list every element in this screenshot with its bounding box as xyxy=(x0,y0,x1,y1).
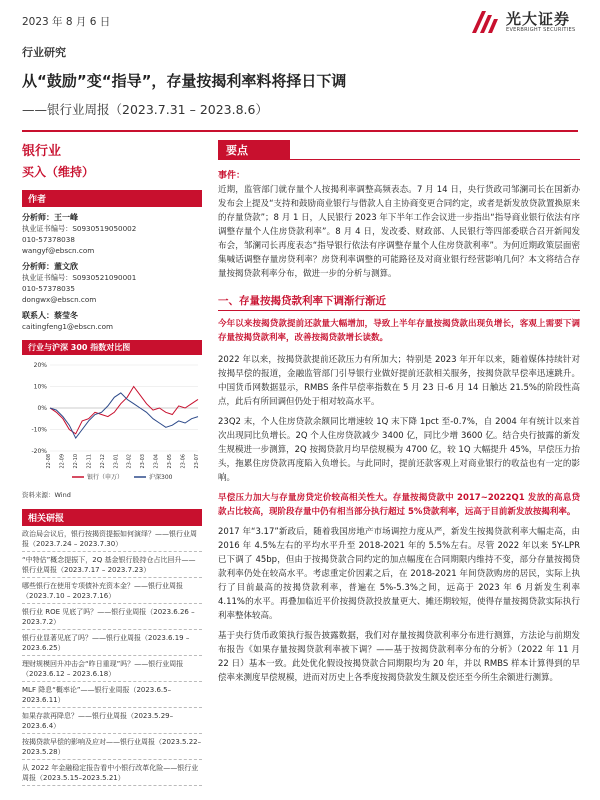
body-paragraph: 基于央行货币政策执行报告披露数据，我们对存量按揭贷款利率分布进行测算，方法论与前期发布报告《如果存量按揭贷款利率被下调？——基于按揭贷款利率分布的分析》（2022 年 11 月 22 日）基本一致。此处优化假设按揭贷款合同期限均为 20 年，并以 RMBS 样本计算得到的早偿率来测度早偿规模，进而对历史上各季度按揭贷款发生额及偿还至今所生余额进行测算。 xyxy=(218,631,580,683)
series-line xyxy=(50,393,198,438)
left-sidebar xyxy=(22,140,202,786)
related-reports-list xyxy=(22,526,202,786)
related-report-link[interactable]: 哪些银行在使用专项债补充资本金？——银行业周报（2023.7.10 – 2023.7.16） xyxy=(22,578,202,604)
highlight-paragraph: 今年以来按揭贷款提前还款量大幅增加，导致上半年存量按揭贷款出现负增长，客观上需要下调存量按揭贷款利率，改善按揭贷款增长读数。 xyxy=(218,319,580,343)
body-paragraph: 2017 年“3.17”新政后，随着我国房地产市场调控力度从严，新发生按揭贷款利率大幅走高，由 2016 年 4.5%左右的平均水平升至 2018-2021 年的 5.5%左右。尽管 2022 年以来 5Y-LPR 已下调了 45bp，但由于按揭贷款合同约定的加点幅度在合同期限内维持不变，部分存量按揭贷款利率仍处在较高水平。考虑重定价因素之后，在 2018-2021 年间贷款购房的居民，实际上执行了目前最高的按揭贷款利率，普遍在 5%-5.3%之间，远高于 2023 年 6 月新发生利率 4.11%的水平。再叠加临近平价按揭贷款投放量更大、摊还期较短，使得存量按揭贷款实际执行利率整体较高。 xyxy=(218,527,580,621)
y-tick-label: 10% xyxy=(33,383,47,391)
analyst-line: 执业证书编号：S0930521090001 xyxy=(22,273,137,282)
y-tick-label: 20% xyxy=(33,362,47,369)
y-tick-label: -10% xyxy=(31,426,47,434)
x-tick-label: 22-08 xyxy=(46,454,52,469)
analyst-block xyxy=(22,261,202,305)
section-title: 一、存量按揭贷款利率下调渐行渐近 xyxy=(218,295,386,307)
key-points-heading: 要点 xyxy=(218,140,290,160)
related-report-link[interactable]: 理财规模回升冲击会“昨日重现”吗？——银行业周报（2023.6.12 – 2023.6.18） xyxy=(22,656,202,682)
brand-name: 光大证券 xyxy=(506,10,571,28)
analyst-email[interactable]: wangyf@ebscn.com xyxy=(22,246,95,255)
y-tick-label: -20% xyxy=(31,448,47,455)
index-comparison-chart xyxy=(22,359,202,484)
event-paragraph: 近期，监管部门就存量个人按揭利率调整高频表态。7 月 14 日，央行货政司邹澜司长在国新办发布会上提及“支持和鼓励商业银行与借款人自主协商变更合同约定，或者是新发放贷款置换原来的存量贷款”；8 月 1 日，人民银行 2023 年下半年工作会议进一步指出“指导商业银行依法有序调整存量个人住房贷款利率”。8 月 4 日，发改委、财政部、人民银行等四部委联合召开新闻发布会，邹澜司长再度表态“指导银行依法有序调整存量个人住房贷款利率”。为何近期政策层面密集喊话调整存量房贷利率？房贷利率调整的可能路径及对商业银行经营影响几何？本文将结合存量按揭贷款利率分布，做进一步的分析与测算。 xyxy=(218,185,580,279)
related-heading: 相关研报 xyxy=(22,509,202,526)
report-category: 行业研究 xyxy=(22,46,66,59)
report-subtitle: ——银行业周报（2023.7.31 – 2023.8.6） xyxy=(22,102,268,117)
analyst-block xyxy=(22,212,202,256)
related-report-link[interactable]: 银行业 ROE 见底了吗？——银行业周报（2023.6.26 – 2023.7.2） xyxy=(22,604,202,630)
x-tick-label: 22-10 xyxy=(72,454,79,469)
industry-label: 银行业 xyxy=(22,144,62,159)
analyst-email[interactable]: dongwx@ebscn.com xyxy=(22,295,97,304)
section-divider xyxy=(218,310,580,311)
series-line xyxy=(50,387,198,434)
brand-logo xyxy=(468,6,578,38)
highlight-paragraph: 早偿压力加大与存量房贷定价较高相关性大。存量按揭贷款中 2017~2022Q1 发放的高息贷款占比较高，现阶段存量中仍有相当部分执行超过 5%贷款利率，远高于目前新发放按揭利率。 xyxy=(218,493,580,517)
chart-heading: 行业与沪深 300 指数对比图 xyxy=(22,340,202,355)
analyst-name: 分析师：董文欣 xyxy=(22,262,78,271)
event-label: 事件： xyxy=(218,171,246,181)
related-report-link[interactable]: “中特估”概念提振下，2Q 基金银行股持仓占比回升——银行业周报（2023.7.17 – 2023.7.23） xyxy=(22,552,202,578)
legend-label: 银行（申万） xyxy=(87,474,124,481)
analyst-line: 执业证书编号：S0930519050002 xyxy=(22,224,137,233)
x-tick-label: 23-02 xyxy=(126,454,133,469)
report-title: 从“鼓励”变“指导”，存量按揭利率料将择日下调 xyxy=(22,72,347,90)
x-tick-label: 23-03 xyxy=(140,454,147,469)
main-content xyxy=(218,140,580,685)
chart-source: 资料来源：Wind xyxy=(22,491,71,499)
body-paragraph: 23Q2 末，个人住房贷款余额同比增速较 1Q 末下降 1pct 至-0.7%，自 2004 年有统计以来首次出现同比负增长。2Q 个人住房贷款减少 3400 亿，同比少增 3600 亿。结合央行披露的新发生规模进一步测算，2Q 按揭贷款月均早偿规模为 4700 亿，较 1Q 大幅提升 45%，早偿压力抬头，拖累住房贷款再度陷入负增长。与此同时，提前还款客观上对商业银行的收益也有一定的影响。 xyxy=(218,417,580,483)
rating-label: 买入（维持） xyxy=(22,165,95,179)
analyst-line: 010-57378035 xyxy=(22,284,75,293)
legend-label: 沪深300 xyxy=(149,474,173,481)
body-paragraph: 2022 年以来，按揭贷款提前还款压力有所加大；特别是 2023 年开年以来，随着媒体持续针对按揭早偿的报道，金融监管部门引导银行业做好提前还款相关服务，按揭贷款早偿率迅速跳升。中国货币网数据显示，RMBS 条件早偿率指数在 5 月 23 日-6 月 14 日触达 21.5%的阶段性高点，此后有所回调但仍处于相对较高水平。 xyxy=(218,355,580,407)
x-tick-label: 23-06 xyxy=(180,454,187,469)
contact-name: 联系人：蔡莹冬 xyxy=(22,311,78,320)
contact-email[interactable]: caitingfeng1@ebscn.com xyxy=(22,322,113,331)
header-divider xyxy=(22,130,578,132)
x-tick-label: 23-05 xyxy=(167,454,174,469)
authors-heading: 作者 xyxy=(22,190,202,207)
x-tick-label: 23-07 xyxy=(194,454,200,469)
contact-block xyxy=(22,310,202,332)
brand-emblem-icon xyxy=(468,7,500,37)
key-points-divider xyxy=(218,159,580,160)
analyst-line: 010-57378038 xyxy=(22,235,75,244)
x-tick-label: 22-12 xyxy=(99,454,106,469)
report-date: 2023 年 8 月 6 日 xyxy=(22,16,111,28)
analyst-name: 分析师：王一峰 xyxy=(22,213,78,222)
brand-subname: EVERBRIGHT SECURITIES xyxy=(506,27,576,33)
related-report-link[interactable]: 从 2022 年金融稳定报告看中小银行改革化险——银行业周报（2023.5.15–2023.5.21） xyxy=(22,760,202,786)
related-report-link[interactable]: MLF 降息“概率论”——银行业周报（2023.6.5–2023.6.11） xyxy=(22,682,202,708)
related-report-link[interactable]: 按揭贷款早偿的影响及应对——银行业周报（2023.5.22–2023.5.28） xyxy=(22,734,202,760)
y-tick-label: 0% xyxy=(37,405,47,412)
related-report-link[interactable]: 政治局会议后，银行按揭资提振如何演绎？——银行业周报（2023.7.24 – 2023.7.30） xyxy=(22,526,202,552)
related-report-link[interactable]: 银行业显著见底了吗？——银行业周报（2023.6.19 – 2023.6.25） xyxy=(22,630,202,656)
x-tick-label: 23-01 xyxy=(113,454,120,469)
x-tick-label: 22-09 xyxy=(59,454,66,469)
x-tick-label: 22-11 xyxy=(86,454,93,469)
related-report-link[interactable]: 如果存款再降息？——银行业周报（2023.5.29–2023.6.4） xyxy=(22,708,202,734)
x-tick-label: 23-04 xyxy=(153,454,160,469)
